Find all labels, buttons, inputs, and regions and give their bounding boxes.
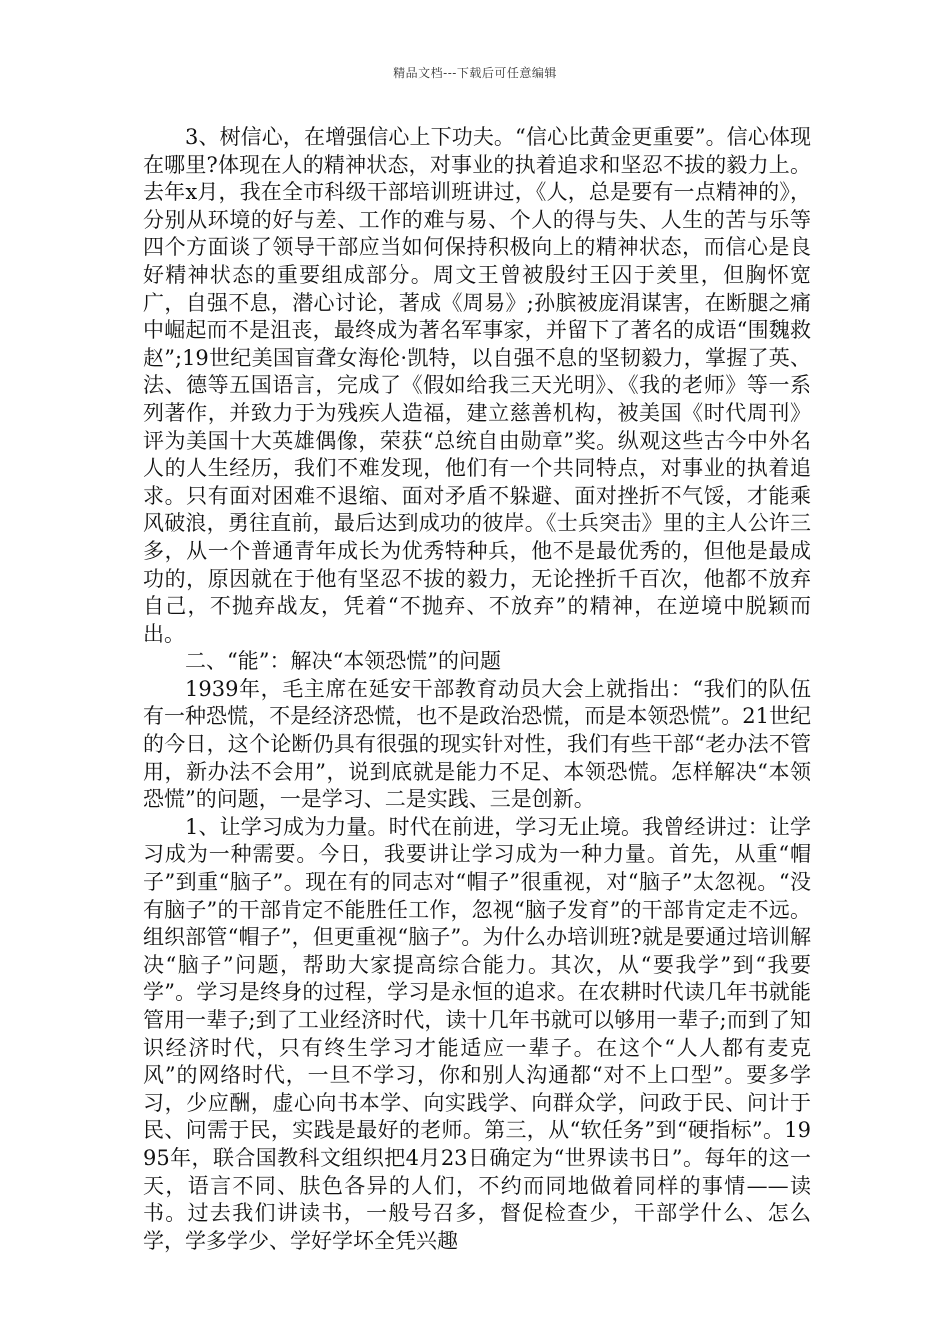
paragraph-skill-panic: 1939年，毛主席在延安干部教育动员大会上就指出：“我们的队伍有一种恐慌，不是经济恐慌，也不是政治恐慌，而是本领恐慌”。21世纪的今日，这个论断仍具有很强的现实针对性，我们有些干部“老办法不管用，新办法不会用”，说到底就是能力不足、本领恐慌。怎样解决“本领恐慌”的问题，一是学习、二是实践、三是创新。: [143, 676, 811, 812]
page-header: 精品文档---下载后可任意编辑: [393, 66, 557, 80]
paragraph-confidence: 3、树信心，在增强信心上下功夫。“信心比黄金更重要”。信心体现在哪里?体现在人的精神状态，对事业的执着追求和坚忍不拔的毅力上。去年x月，我在全市科级干部培训班讲过，《人，总是要有一点精神的》，分别从环境的好与差、工作的难与易、个人的得与失、人生的苦与乐等四个方面谈了领导干部应当如何保持积极向上的精神状态，而信心是良好精神状态的重要组成部分。周文王曾被殷纣王囚于羑里，但胸怀宽广，自强不息，潜心讨论，著成《周易》;孙膑被庞涓谋害，在断腿之痛中崛起而不是沮丧，最终成为著名军事家，并留下了著名的成语“围魏救赵”;19世纪美国盲聋女海伦·凯特，以自强不息的坚韧毅力，掌握了英、法、德等五国语言，完成了《假如给我三天光明》、《我的老师》等一系列著作，并致力于为残疾人造福，建立慈善机构，被美国《时代周刊》评为美国十大英雄偶像，荣获“总统自由勋章”奖。纵观这些古今中外名人的人生经历，我们不难发现，他们有一个共同特点，对事业的执着追求。只有面对困难不退缩、面对矛盾不躲避、面对挫折不气馁，才能乘风破浪，勇往直前，最后达到成功的彼岸。《士兵突击》里的主人公许三多，从一个普通青年成长为优秀特种兵，他不是最优秀的，但他是最成功的，原因就在于他有坚忍不拔的毅力，无论挫折千百次，他都不放弃自己，不抛弃战友，凭着“不抛弃、不放弃”的精神，在逆境中脱颖而出。: [143, 125, 811, 646]
document-body: [143, 124, 811, 1255]
paragraph-learning-power: 1、让学习成为力量。时代在前进，学习无止境。我曾经讲过：让学习成为一种需要。今日，我要讲让学习成为一种力量。首先，从重“帽子”到重“脑子”。现在有的同志对“帽子”很重视，对“脑子”太忽视。“没有脑子”的干部肯定不能胜任工作，忽视“脑子发育”的干部肯定走不远。组织部管“帽子”，但更重视“脑子”。为什么办培训班?就是要通过培训解决“脑子”问题，帮助大家提高综合能力。其次，从“要我学”到“我要学”。学习是终身的过程，学习是永恒的追求。在农耕时代读几年书就能管用一辈子;到了工业经济时代，读十几年书就可以够用一辈子;而到了知识经济时代，只有终生学习才能适应一辈子。在这个“人人都有麦克风”的网络时代，一旦不学习，你和别人沟通都“对不上口型”。要多学习，少应酬，虚心向书本学、向实践学、向群众学，问政于民、问计于民、问需于民，实践是最好的老师。第三，从“软任务”到“硬指标”。1995年，联合国教科文组织把4月23日确定为“世界读书日”。每年的这一天，语言不同、肤色各异的人们，不约而同地做着同样的事情——读书。过去我们讲读书，一般号召多，督促检查少，干部学什么、怎么学，学多学少、学好学坏全凭兴趣: [143, 814, 811, 1253]
section-heading-ability: 二、“能”：解决“本领恐慌”的问题: [185, 649, 501, 674]
